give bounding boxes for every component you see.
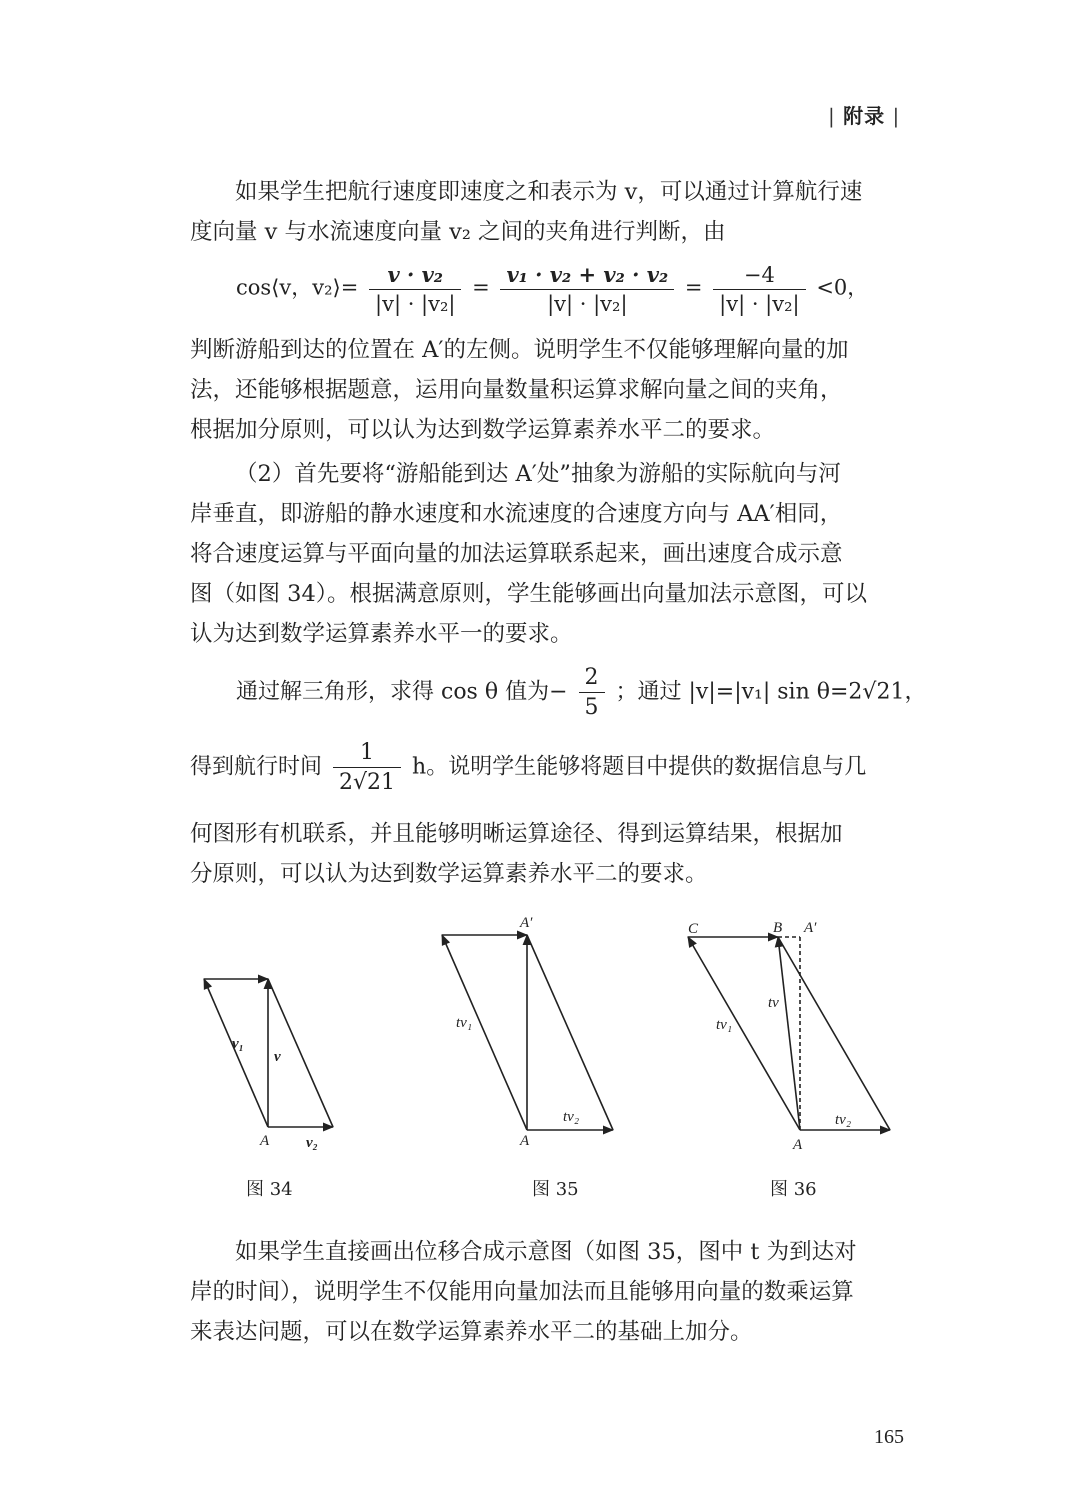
fraction-3-denominator: |v| · |v₂| <box>719 291 800 316</box>
paragraph-4 <box>190 814 910 894</box>
figure-35-diagram <box>442 935 613 1130</box>
caption-figure-36: 图 36 <box>770 1179 817 1200</box>
fraction-time-numerator: 1 <box>333 740 401 768</box>
figure-34-diagram <box>204 979 333 1127</box>
formula2-pre: 通过解三角形，求得 cos θ 值为− <box>236 679 568 705</box>
time-line <box>190 740 866 795</box>
fraction-3 <box>713 263 805 316</box>
fraction-1-numerator: v · v₂ <box>369 262 461 290</box>
para5-line-2: 岸的时间），说明学生不仅能用向量加法而且能够用向量的数乘运算 <box>190 1279 854 1305</box>
fraction-two-fifths-numerator: 2 <box>579 665 605 693</box>
fig35-label-Aprime: A′ <box>520 915 533 931</box>
equals-1: = <box>472 275 490 300</box>
para2-line-3: 根据加分原则，可以认为达到数学运算素养水平二的要求。 <box>190 417 776 443</box>
fraction-2-numerator: v₁ · v₂ + v₂ · v₂ <box>500 262 674 290</box>
paragraph-3 <box>190 454 910 654</box>
fraction-1 <box>369 262 461 316</box>
formula-lhs: cos⟨v，v₂⟩= <box>236 275 359 300</box>
fig35-label-tv2: tv₂ <box>563 1109 580 1125</box>
para1-line-2: 度向量 v 与水流速度向量 v₂ 之间的夹角进行判断，由 <box>190 219 726 245</box>
formula3-post: h。说明学生能够将题目中提供的数据信息与几 <box>412 754 867 780</box>
fig36-label-B: B <box>773 920 783 936</box>
fraction-2 <box>500 262 674 316</box>
vector-figures <box>180 905 920 1165</box>
para3-line-5: 认为达到数学运算素养水平一的要求。 <box>190 621 573 647</box>
paragraph-1 <box>190 172 910 252</box>
figure-36-diagram <box>688 937 890 1130</box>
para5-line-3: 来表达问题，可以在数学运算素养水平二的基础上加分。 <box>190 1319 753 1345</box>
para4-line-1: 何图形有机联系，并且能够明晰运算途径、得到运算结果，根据加 <box>190 821 843 847</box>
fraction-3-numerator: −4 <box>713 263 805 290</box>
caption-figure-34: 图 34 <box>246 1179 293 1200</box>
formula2-post: ；通过 |v|=|v₁| sin θ=2√21， <box>615 679 927 705</box>
fig35-side-line <box>527 935 613 1130</box>
fig35-tv1-arrow <box>442 935 527 1130</box>
fraction-2-denominator: |v| · |v₂| <box>547 292 628 316</box>
fig34-label-v1: v₁ <box>232 1036 244 1052</box>
para2-line-2: 法，还能够根据题意，运用向量数量积运算求解向量之间的夹角， <box>190 377 843 403</box>
fraction-1-denominator: |v| · |v₂| <box>375 292 456 316</box>
fig36-side-line <box>778 937 890 1130</box>
fig35-label-tv1: tv₁ <box>456 1015 473 1031</box>
paragraph-5 <box>190 1232 910 1352</box>
fig36-tv1-arrow <box>688 937 800 1130</box>
para5-line-1: 如果学生直接画出位移合成示意图（如图 35，图中 t 为到达对 <box>235 1239 857 1265</box>
fraction-two-fifths <box>579 665 605 720</box>
fraction-two-fifths-denominator: 5 <box>584 695 599 720</box>
fig36-label-A: A <box>793 1137 803 1153</box>
para2-line-1: 判断游船到达的位置在 A′的左侧。说明学生不仅能够理解向量的加 <box>190 337 849 363</box>
cos-theta-line <box>236 665 926 720</box>
equals-2: = <box>684 275 703 300</box>
running-header: | 附录 | <box>828 104 901 128</box>
header-title: 附录 <box>843 104 886 128</box>
para3-line-4: 图（如图 34）。根据满意原则，学生能够画出向量加法示意图，可以 <box>190 581 868 607</box>
fraction-time <box>333 740 401 795</box>
fig34-v1-arrow <box>204 979 268 1127</box>
fig36-label-tv2: tv₂ <box>835 1112 852 1128</box>
para3-line-2: 岸垂直，即游船的静水速度和水流速度的合速度方向与 AA′相同， <box>190 501 843 527</box>
page-number: 165 <box>874 1426 904 1448</box>
caption-figure-35: 图 35 <box>532 1179 579 1200</box>
fraction-time-denominator: 2√21 <box>339 770 396 795</box>
fig36-label-tv: tv <box>768 995 779 1011</box>
fig36-label-tv1: tv₁ <box>716 1017 733 1033</box>
paragraph-2 <box>190 330 910 450</box>
fig36-tv-arrow <box>778 937 800 1130</box>
fig34-label-A: A <box>260 1133 270 1149</box>
fig36-label-Aprime: A′ <box>804 920 817 936</box>
para3-line-1: （2）首先要将“游船能到达 A′处”抽象为游船的实际航向与河 <box>235 461 841 487</box>
fig35-label-A: A <box>520 1133 530 1149</box>
formula-tail: <0， <box>816 275 869 300</box>
fig34-label-v: v <box>274 1049 281 1065</box>
fig34-label-v2: v₂ <box>306 1135 318 1151</box>
para3-line-3: 将合速度运算与平面向量的加法运算联系起来，画出速度合成示意 <box>190 541 843 567</box>
fig36-label-C: C <box>688 921 699 937</box>
para1-line-1: 如果学生把航行速度即速度之和表示为 v，可以通过计算航行速 <box>235 179 863 205</box>
cos-formula <box>236 262 868 316</box>
para4-line-2: 分原则，可以认为达到数学运算素养水平二的要求。 <box>190 861 708 887</box>
formula3-pre: 得到航行时间 <box>190 754 323 780</box>
